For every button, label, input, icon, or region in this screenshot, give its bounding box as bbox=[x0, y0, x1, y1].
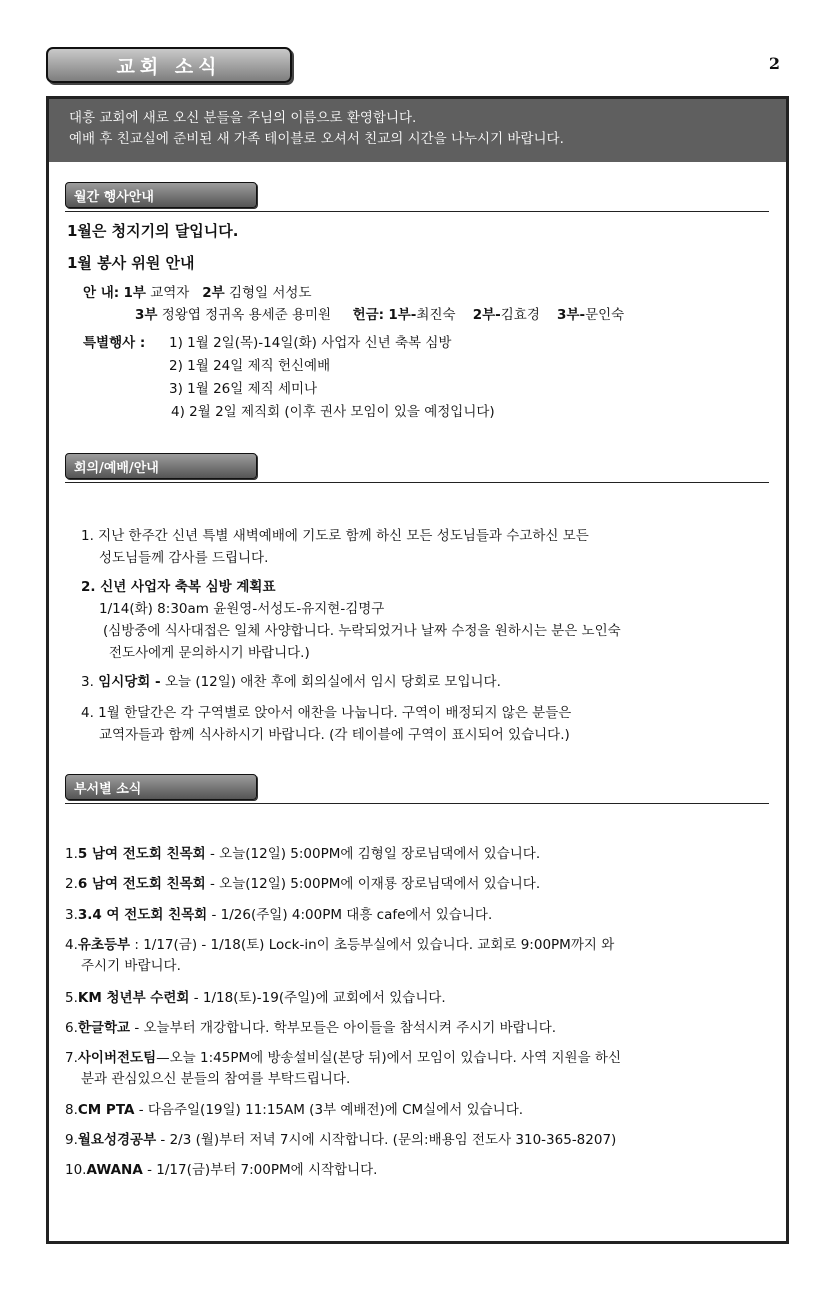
welcome-line-1: 대흥 교회에 새로 오신 분들을 주님의 이름으로 환영합니다. bbox=[69, 110, 417, 126]
offering-part2-label: 2부- bbox=[472, 307, 501, 323]
meeting-item-3-title: 임시당회 - bbox=[98, 674, 161, 690]
volunteer-title: 1월 봉사 위원 안내 bbox=[67, 254, 195, 272]
dept-item-8-title: CM PTA bbox=[77, 1102, 135, 1118]
meeting-section-header bbox=[65, 453, 769, 483]
dept-item-6-title: 한글학교 bbox=[77, 1020, 131, 1036]
dept-item-3-text: - 1/26(주일) 4:00PM 대흥 cafe에서 있습니다. bbox=[207, 907, 493, 923]
dept-section-tab: 부서별 소식 bbox=[65, 774, 257, 800]
special-event-2: 2) 1월 24일 제직 헌신예배 bbox=[169, 358, 331, 374]
dept-item-10 bbox=[65, 1160, 377, 1180]
special-events-label: 특별행사 : bbox=[83, 335, 146, 351]
meeting-item-2-line-1: 1/14(화) 8:30am 윤원영-서성도-유지현-김명구 bbox=[99, 601, 385, 617]
welcome-banner bbox=[49, 99, 786, 162]
dept-item-8-num: 8. bbox=[65, 1102, 78, 1118]
meeting-item-2-title: 2. 신년 사업자 축복 심방 계획표 bbox=[81, 579, 276, 595]
special-event-4: 4) 2월 2일 제직회 (이후 권사 모임이 있을 예정입니다) bbox=[171, 404, 495, 420]
dept-item-2 bbox=[65, 874, 540, 894]
dept-section-header bbox=[65, 774, 769, 804]
meeting-item-3-num: 3. bbox=[81, 674, 94, 690]
dept-item-9-num: 9. bbox=[65, 1132, 78, 1148]
page-title-tab bbox=[46, 47, 292, 83]
guide-part2-label: 2부 bbox=[202, 285, 225, 301]
meeting-item-4-line-1: 4. 1월 한달간은 각 구역별로 앉아서 애찬을 나눕니다. 구역이 배정되지 않은 분들은 bbox=[81, 705, 572, 721]
dept-item-4-line-2: 주시기 바랍니다. bbox=[81, 958, 181, 974]
content-frame bbox=[46, 96, 789, 1244]
offering-part3-name: 문인숙 bbox=[585, 307, 625, 323]
dept-item-5-text: - 1/18(토)-19(주일)에 교회에서 있습니다. bbox=[189, 990, 446, 1006]
dept-item-1-title: 5 남여 전도회 친목회 bbox=[77, 846, 206, 862]
dept-item-5 bbox=[65, 988, 446, 1008]
meeting-item-1-line-1: 1. 지난 한주간 신년 특별 새벽예배에 기도로 함께 하신 모든 성도님들과 수고하신 모든 bbox=[81, 528, 589, 544]
guide-part2-names: 김형일 서성도 bbox=[228, 285, 312, 301]
offering-part1-name: 최진숙 bbox=[416, 307, 456, 323]
dept-item-7-title: 사이버전도팀 bbox=[77, 1050, 157, 1066]
dept-item-4-text: : 1/17(금) - 1/18(토) Lock-in이 초등부실에서 있습니다. 교회로 9:00PM까지 와 bbox=[130, 937, 615, 953]
dept-item-3 bbox=[65, 905, 492, 925]
dept-item-8 bbox=[65, 1100, 523, 1120]
dept-item-2-title: 6 남여 전도회 친목회 bbox=[77, 876, 206, 892]
dept-item-8-text: - 다음주일(19일) 11:15AM (3부 예배전)에 CM실에서 있습니다. bbox=[134, 1102, 524, 1118]
meeting-item-1-line-2: 성도님들께 감사를 드립니다. bbox=[99, 550, 269, 566]
dept-item-6-num: 6. bbox=[65, 1020, 78, 1036]
dept-item-1-text: - 오늘(12일) 5:00PM에 김형일 장로님댁에서 있습니다. bbox=[205, 846, 541, 862]
dept-item-10-text: - 1/17(금)부터 7:00PM에 시작합니다. bbox=[142, 1162, 378, 1178]
dept-item-3-title: 3.4 여 전도회 친목회 bbox=[77, 907, 208, 923]
guide-row-1 bbox=[83, 283, 312, 303]
page-title: 교회 소식 bbox=[116, 55, 222, 78]
monthly-section-tab: 월간 행사안내 bbox=[65, 182, 257, 208]
guide-row-2 bbox=[135, 305, 624, 325]
dept-item-10-title: AWANA bbox=[86, 1162, 143, 1178]
meeting-item-3-text: 오늘 (12일) 애찬 후에 회의실에서 임시 당회로 모입니다. bbox=[164, 674, 501, 690]
dept-item-9-title: 월요성경공부 bbox=[77, 1132, 157, 1148]
special-event-3: 3) 1월 26일 제직 세미나 bbox=[169, 381, 318, 397]
meeting-item-3 bbox=[81, 672, 501, 692]
welcome-line-2: 예배 후 친교실에 준비된 새 가족 테이블로 오셔서 친교의 시간을 나누시기 바랍니다. bbox=[69, 131, 564, 147]
offering-part1-label: 1부- bbox=[388, 307, 417, 323]
page-number: 2 bbox=[768, 54, 780, 73]
dept-item-4 bbox=[65, 935, 614, 955]
meeting-item-2-line-3: 전도사에게 문의하시기 바랍니다.) bbox=[109, 645, 310, 661]
guide-label: 안 내: bbox=[83, 285, 120, 301]
dept-item-4-num: 4. bbox=[65, 937, 78, 953]
meeting-section-tab: 회의/예배/안내 bbox=[65, 453, 257, 479]
offering-label: 헌금: bbox=[352, 307, 385, 323]
dept-item-1 bbox=[65, 844, 540, 864]
guide-part3-label: 3부 bbox=[135, 307, 158, 323]
dept-item-7 bbox=[65, 1048, 621, 1068]
dept-item-2-text: - 오늘(12일) 5:00PM에 이재룡 장로님댁에서 있습니다. bbox=[205, 876, 541, 892]
dept-item-2-num: 2. bbox=[65, 876, 78, 892]
monthly-section-header bbox=[65, 182, 769, 212]
meeting-item-2-line-2: (심방중에 식사대접은 일체 사양합니다. 누락되었거나 날짜 수정을 원하시는 분은 노인숙 bbox=[103, 623, 621, 639]
dept-item-9-text: - 2/3 (월)부터 저녁 7시에 시작합니다. (문의:배용임 전도사 310-365-8207) bbox=[156, 1132, 617, 1148]
dept-item-3-num: 3. bbox=[65, 907, 78, 923]
guide-part3-names: 정왕엽 정귀옥 용세준 용미원 bbox=[161, 307, 332, 323]
guide-part1-label: 1부 bbox=[123, 285, 146, 301]
month-theme: 1월은 청지기의 달입니다. bbox=[67, 222, 239, 240]
offering-part3-label: 3부- bbox=[557, 307, 586, 323]
dept-item-6-text: - 오늘부터 개강합니다. 학부모들은 아이들을 참석시켜 주시기 바랍니다. bbox=[130, 1020, 557, 1036]
dept-item-7-num: 7. bbox=[65, 1050, 78, 1066]
special-event-1: 1) 1월 2일(목)-14일(화) 사업자 신년 축복 심방 bbox=[169, 335, 452, 351]
dept-item-5-title: KM 청년부 수련회 bbox=[77, 990, 190, 1006]
guide-part1-names: 교역자 bbox=[150, 285, 190, 301]
dept-item-4-title: 유초등부 bbox=[77, 937, 131, 953]
dept-item-5-num: 5. bbox=[65, 990, 78, 1006]
dept-item-7-text: —오늘 1:45PM에 방송설비실(본당 뒤)에서 모임이 있습니다. 사역 지원을 하신 bbox=[156, 1050, 622, 1066]
offering-part2-name: 김효경 bbox=[500, 307, 540, 323]
dept-item-9 bbox=[65, 1130, 616, 1150]
meeting-item-4-line-2: 교역자들과 함께 식사하시기 바랍니다. (각 테이블에 구역이 표시되어 있습니다.) bbox=[99, 727, 570, 743]
dept-item-7-line-2: 분과 관심있으신 분들의 참여를 부탁드립니다. bbox=[81, 1071, 351, 1087]
dept-item-1-num: 1. bbox=[65, 846, 78, 862]
dept-item-10-num: 10. bbox=[65, 1162, 87, 1178]
dept-item-6 bbox=[65, 1018, 556, 1038]
